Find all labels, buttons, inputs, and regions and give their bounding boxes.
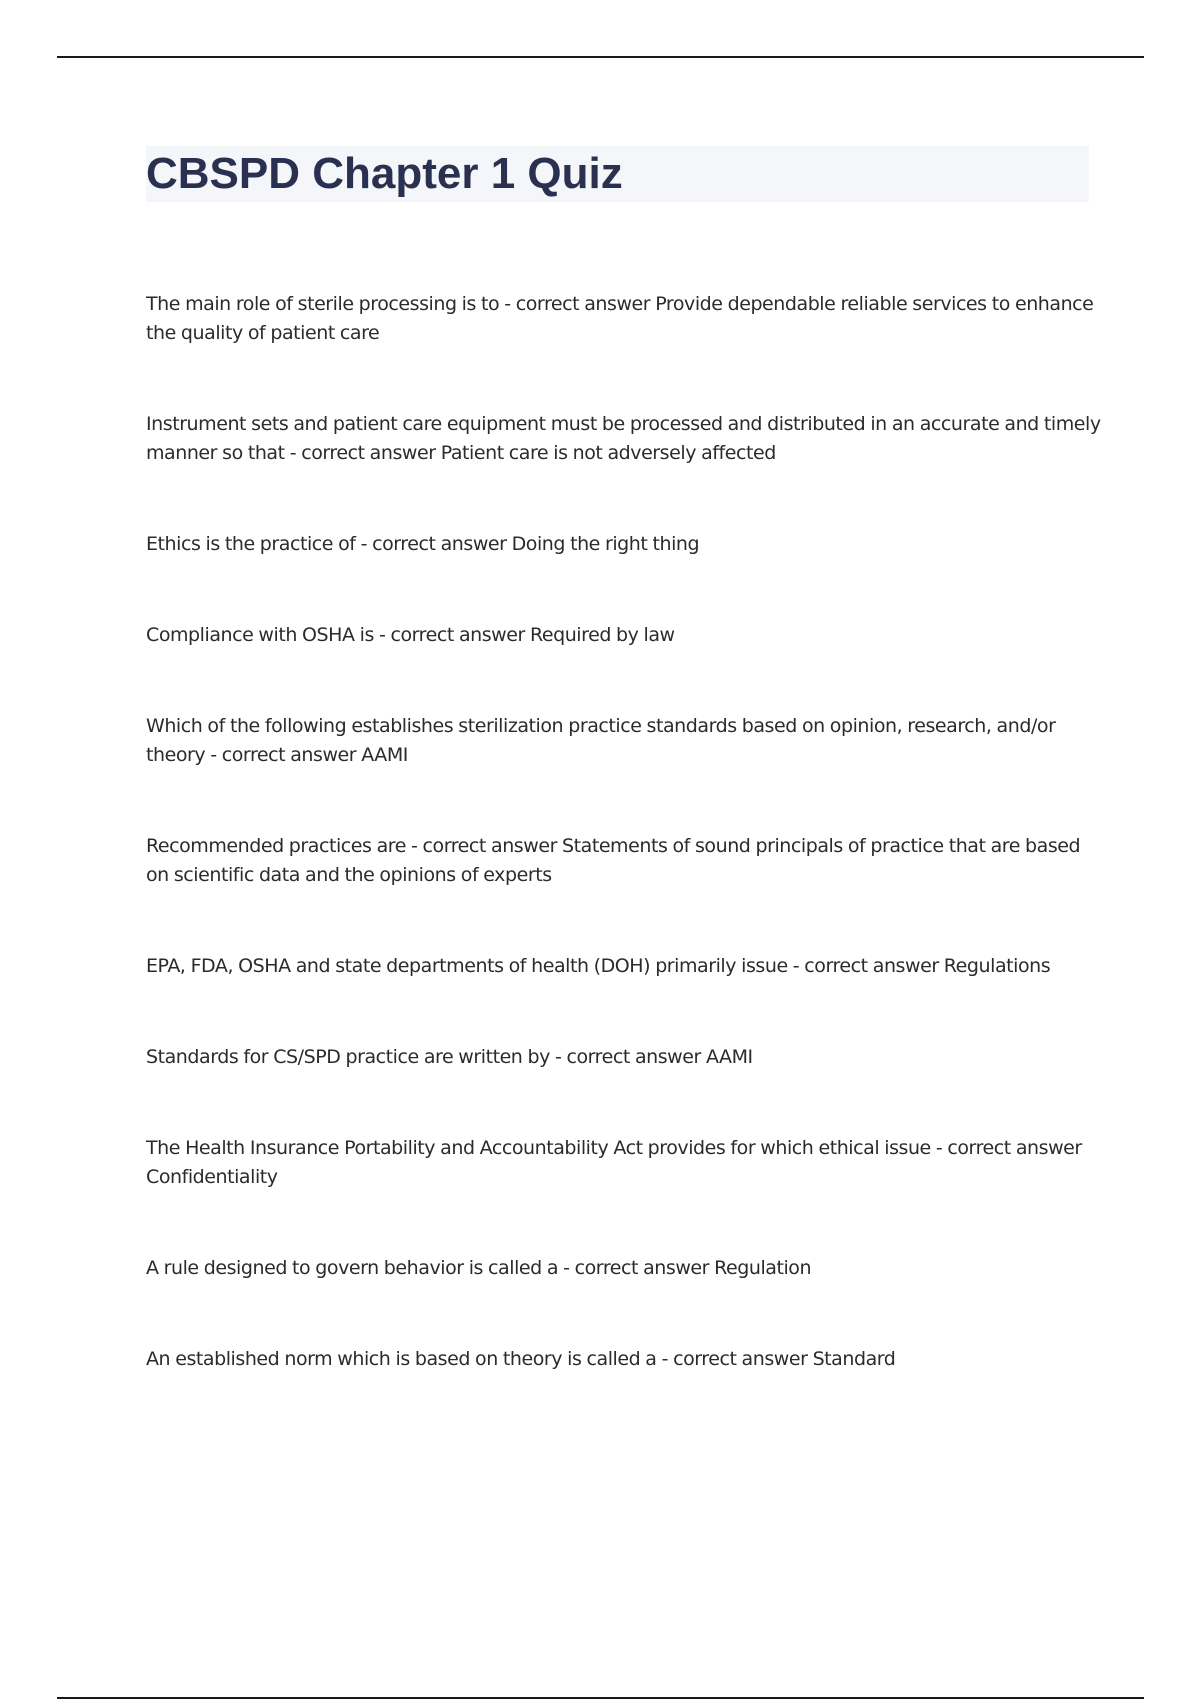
qa-item: Which of the following establishes sterilization practice standards based on opinion, research, and/or theory - correct answer AAMI [146, 715, 1056, 766]
qa-item: A rule designed to govern behavior is called a - correct answer Regulation [146, 1257, 812, 1279]
qa-item: The main role of sterile processing is to - correct answer Provide dependable reliable services to enhance the quality of patient care [146, 293, 1094, 344]
qa-list [146, 290, 1101, 1436]
page-title: CBSPD Chapter 1 Quiz [146, 149, 623, 198]
qa-item: Instrument sets and patient care equipment must be processed and distributed in an accurate and timely manner so that - correct answer Patient care is not adversely affected [146, 413, 1101, 464]
title-band [146, 146, 1089, 202]
top-divider [57, 56, 1144, 58]
qa-item: EPA, FDA, OSHA and state departments of health (DOH) primarily issue - correct answer Regulations [146, 955, 1051, 977]
qa-item: Recommended practices are - correct answer Statements of sound principals of practice that are based on scientific data and the opinions of experts [146, 835, 1081, 886]
qa-item: An established norm which is based on theory is called a - correct answer Standard [146, 1348, 896, 1370]
qa-item: Ethics is the practice of - correct answer Doing the right thing [146, 533, 700, 555]
qa-item: Compliance with OSHA is - correct answer Required by law [146, 624, 675, 646]
bottom-divider [57, 1697, 1144, 1699]
qa-item: Standards for CS/SPD practice are written by - correct answer AAMI [146, 1046, 753, 1068]
qa-item: The Health Insurance Portability and Accountability Act provides for which ethical issue - correct answer Confidentiality [146, 1137, 1082, 1188]
